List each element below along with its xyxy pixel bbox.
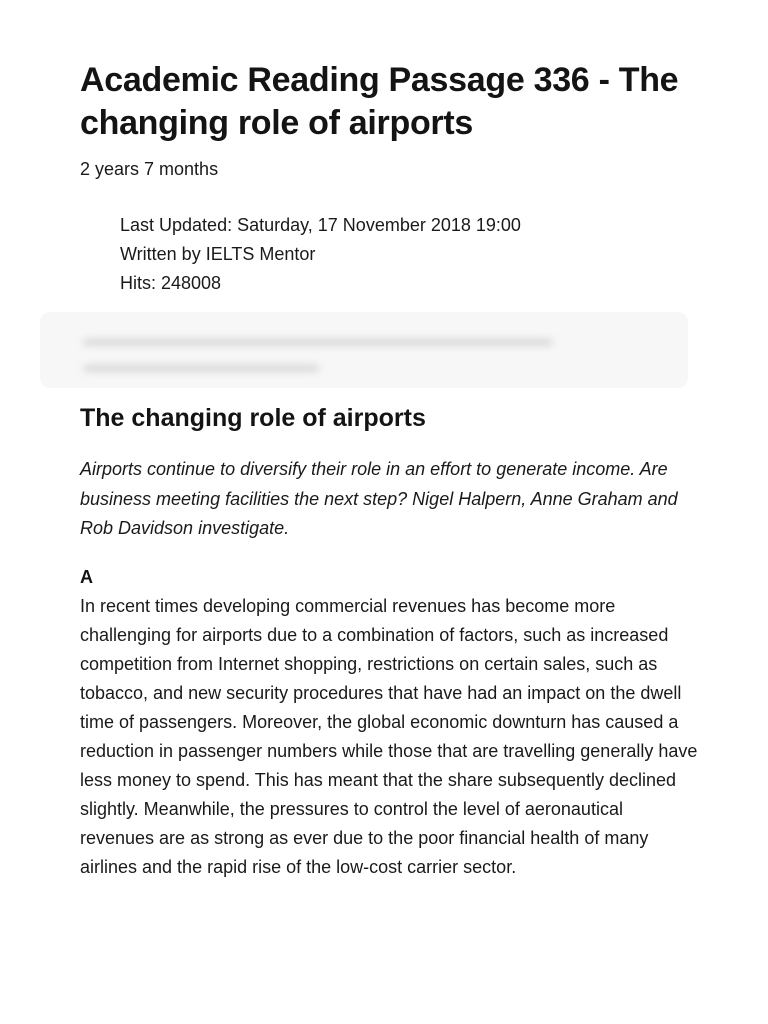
blurred-banner (40, 312, 688, 388)
article-age: 2 years 7 months (80, 159, 219, 179)
last-updated: Last Updated: Saturday, 17 November 2018 19:00 (120, 215, 521, 235)
blurred-banner-text: ▬▬▬▬▬▬▬▬▬▬▬▬▬▬▬▬▬▬▬▬▬▬▬▬▬▬ ▬▬▬▬▬▬▬▬▬▬▬▬▬ (84, 329, 552, 375)
page-title: Academic Reading Passage 336 - The changing role of airports (80, 61, 679, 142)
section-heading: The changing role of airports (80, 404, 426, 432)
paragraph-letter: A (80, 567, 93, 587)
hits-count: Hits: 248008 (120, 273, 222, 293)
author-line: Written by IELTS Mentor (120, 244, 316, 264)
article-intro: Airports continue to diversify their role in an effort to generate income. Are business meeting facilities the next step? Nigel Halpern, Anne Graham and Rob Davidson investigate. (80, 459, 678, 538)
article-header (80, 0, 700, 298)
paragraph-text: In recent times developing commercial revenues has become more challenging for airports due to a combination of factors, such as increased competition from Internet shopping, restrictions on certain sales, such as tobacco, and new security procedures that have had an impact on the dwell time of passengers. Moreover, the global economic downturn has caused a reduction in passenger numbers while those that are travelling generally have less money to spend. This has meant that the share subsequently declined slightly. Meanwhile, the pressures to control the level of aeronautical revenues are as strong as ever due to the poor financial health of many airlines and the rapid rise of the low-cost carrier sector. (80, 596, 698, 877)
article-meta (120, 211, 700, 298)
